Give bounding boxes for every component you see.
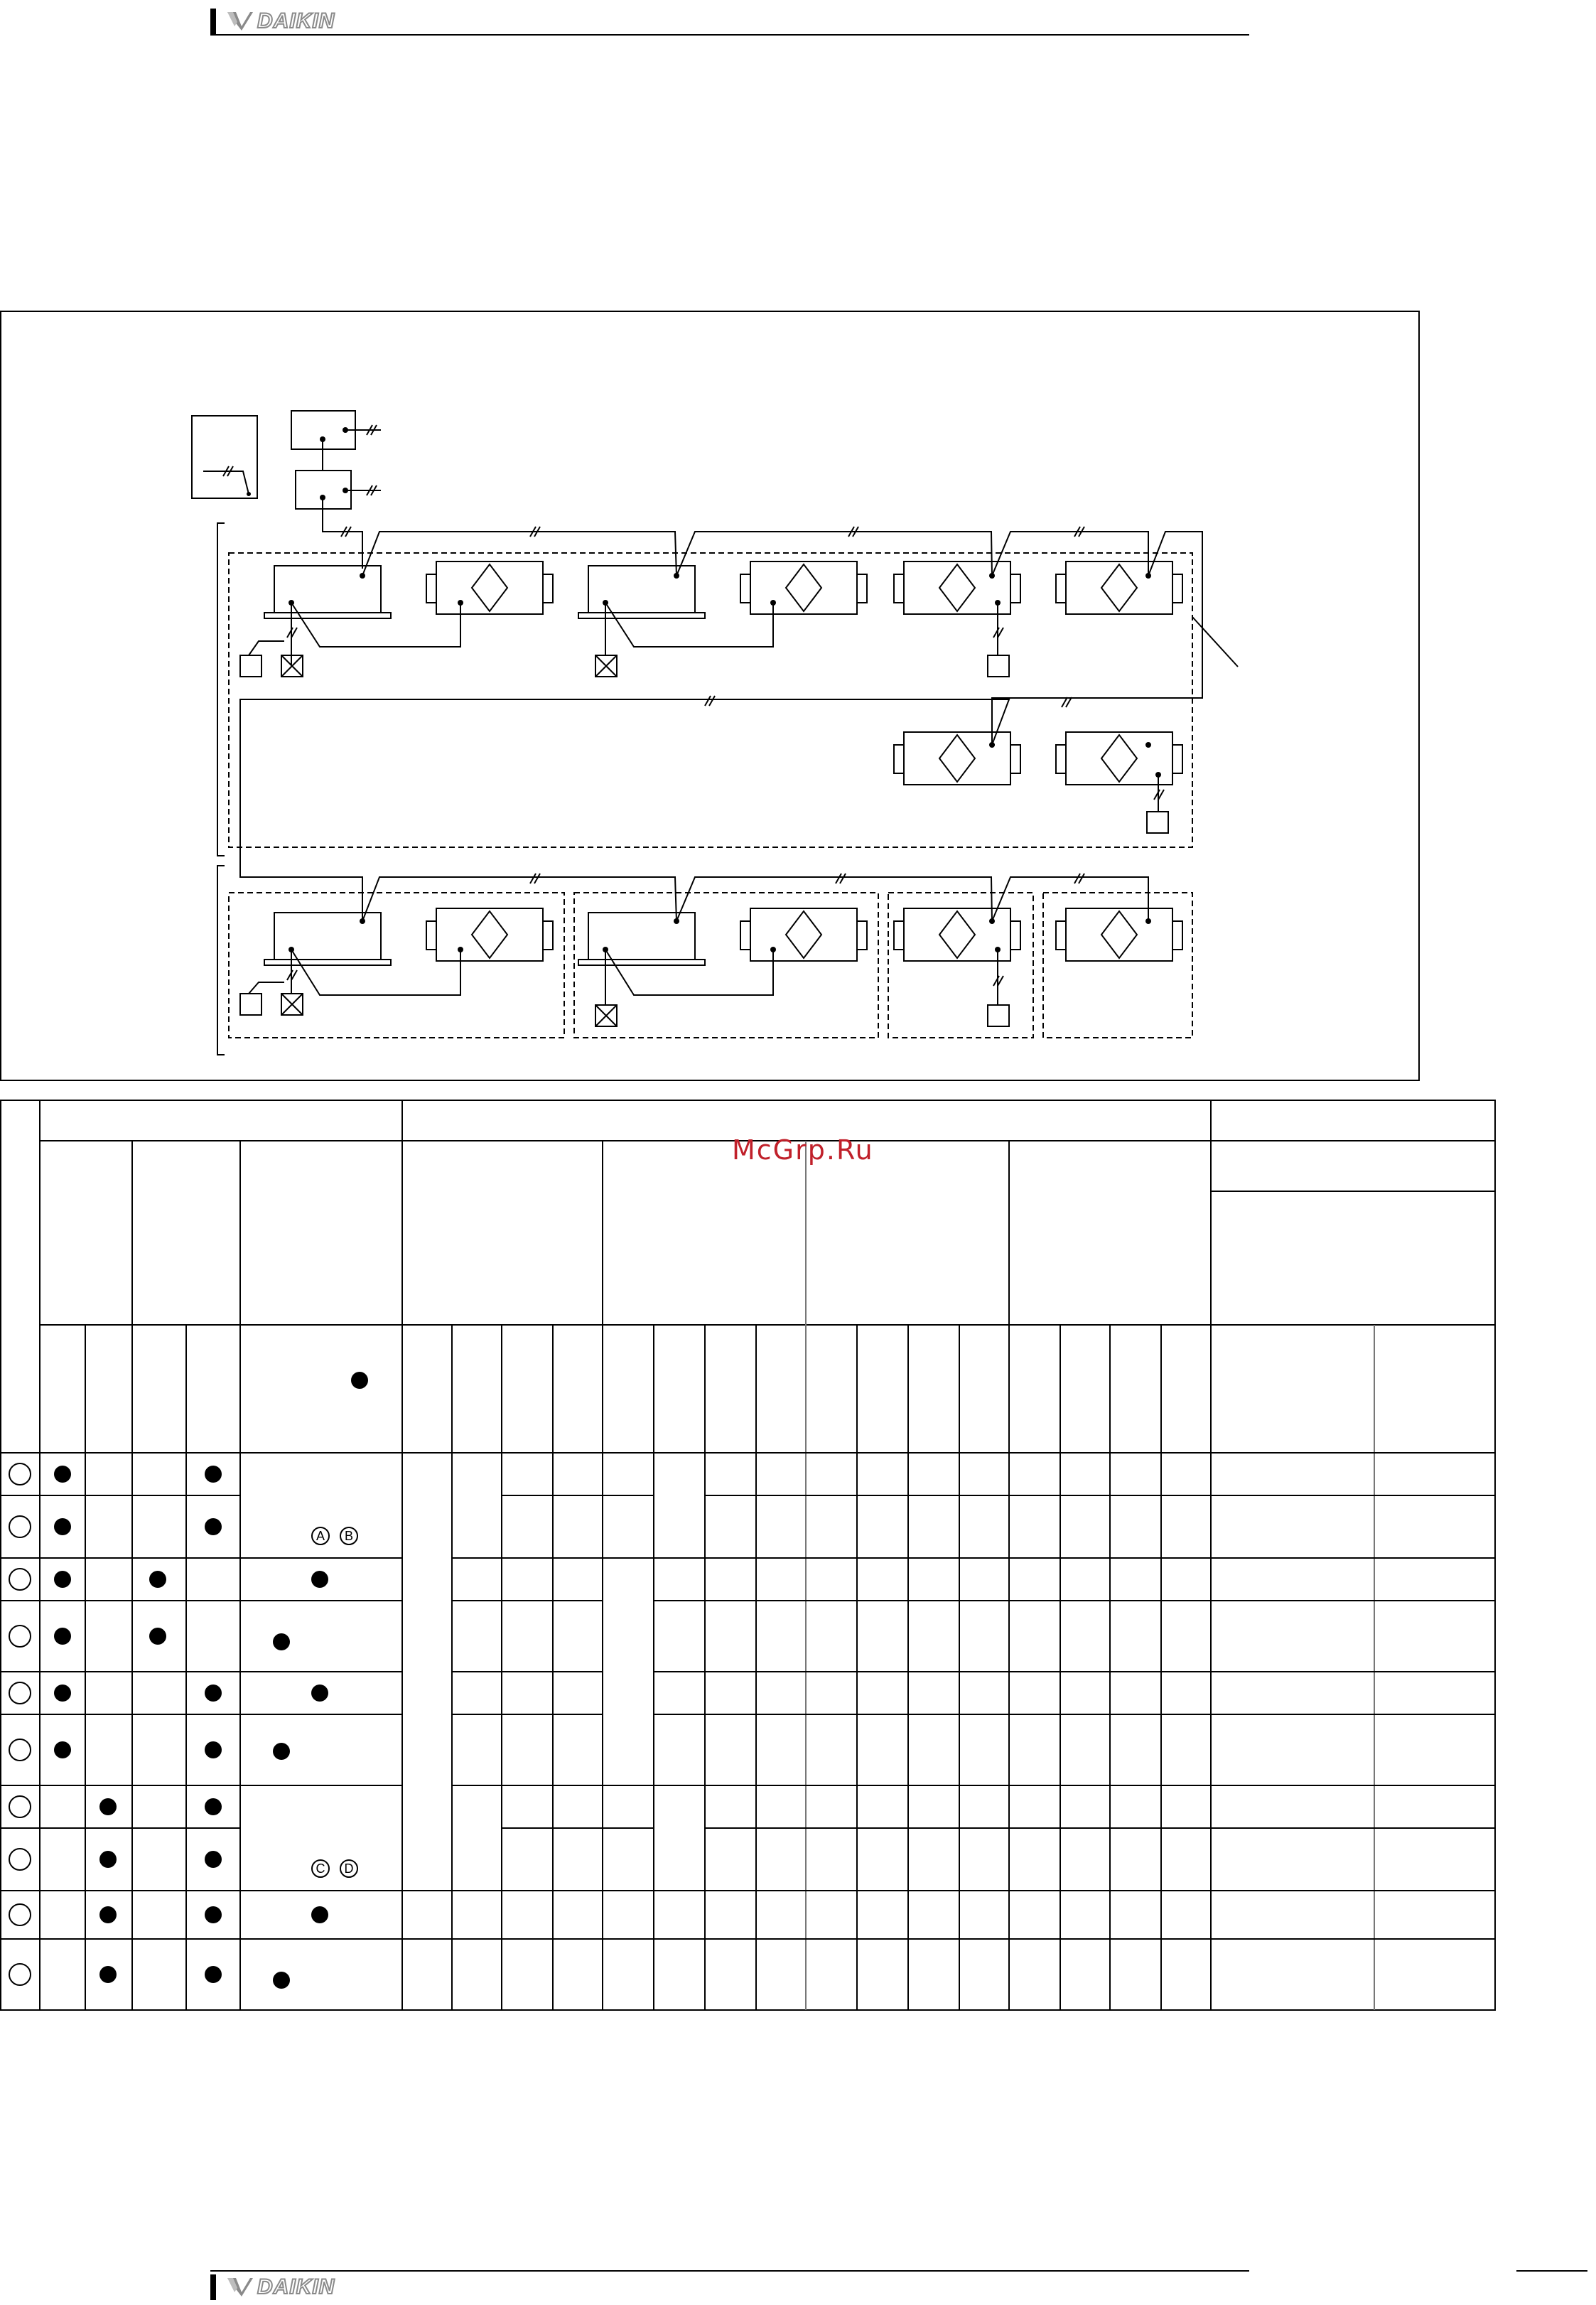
- row-marker-circle-icon: [9, 1682, 31, 1704]
- hrv-unit-3-flange-left: [894, 574, 904, 603]
- indoor-unit-4: [588, 913, 695, 960]
- filled-dot-icon: [205, 1798, 222, 1815]
- hrv-unit-2-flange-right: [857, 574, 867, 603]
- remote-controller-5: [988, 1005, 1009, 1026]
- hrv-unit-6-diamond-icon: [1101, 735, 1137, 782]
- filled-dot-icon: [54, 1685, 71, 1702]
- wire: [605, 950, 773, 995]
- indoor-unit-1-plate: [264, 613, 391, 618]
- remote-controller-2: [988, 655, 1009, 677]
- merge-mask: [403, 1454, 451, 1890]
- row-marker-circle-icon: [9, 1463, 31, 1485]
- row-marker-circle-icon: [9, 1796, 31, 1817]
- indoor-unit-3: [274, 913, 381, 960]
- filled-dot-icon: [54, 1466, 71, 1483]
- hrv-unit-6-flange-left: [1056, 745, 1066, 773]
- hrv-unit-10-flange-right: [1172, 921, 1182, 950]
- hrv-unit-9-flange-left: [894, 921, 904, 950]
- hrv-unit-7-flange-right: [543, 921, 553, 950]
- hrv-unit-7: [436, 908, 543, 961]
- filled-dot-icon: [54, 1518, 71, 1535]
- watermark: McGrp.Ru: [732, 1134, 874, 1166]
- footer-brand: DAIKIN: [257, 2275, 335, 2299]
- filled-dot-icon: [205, 1518, 222, 1535]
- wire: [240, 846, 362, 921]
- wire: [992, 532, 1202, 745]
- filled-dot-icon: [99, 1906, 117, 1923]
- wire: [291, 603, 460, 647]
- filled-dot-icon: [205, 1741, 222, 1758]
- filled-dot-icon: [205, 1685, 222, 1702]
- filled-dot-icon: [54, 1628, 71, 1645]
- hrv-unit-8-flange-right: [857, 921, 867, 950]
- hrv-unit-10-flange-left: [1056, 921, 1066, 950]
- hrv-unit-8: [750, 908, 857, 961]
- hrv-unit-8-flange-left: [740, 921, 750, 950]
- hrv-unit-7-diamond-icon: [472, 911, 507, 958]
- filled-dot-icon: [311, 1571, 328, 1588]
- leader-line: [1192, 617, 1238, 667]
- indoor-unit-2: [588, 566, 695, 613]
- hrv-unit-3-flange-right: [1010, 574, 1020, 603]
- junction-dot: [1145, 742, 1151, 748]
- hrv-unit-5-diamond-icon: [939, 735, 975, 782]
- zone-group-2c: [888, 893, 1033, 1038]
- junction-dot: [458, 947, 463, 952]
- hrv-unit-4: [1066, 562, 1172, 614]
- circled-label-a: A: [310, 1525, 331, 1550]
- filled-dot-icon: [54, 1741, 71, 1758]
- remote-controller-3: [1147, 812, 1168, 833]
- hrv-unit-4-flange-left: [1056, 574, 1066, 603]
- hrv-unit-10: [1066, 908, 1172, 961]
- hrv-unit-7-flange-left: [426, 921, 436, 950]
- indoor-unit-1: [274, 566, 381, 613]
- hrv-unit-8-diamond-icon: [786, 911, 821, 958]
- filled-dot-icon: [149, 1571, 166, 1588]
- wire: [676, 877, 992, 921]
- hrv-unit-2-flange-left: [740, 574, 750, 603]
- wire: [362, 877, 676, 921]
- junction-dot: [458, 600, 463, 606]
- hrv-unit-1-flange-left: [426, 574, 436, 603]
- hrv-unit-10-diamond-icon: [1101, 911, 1137, 958]
- row-marker-circle-icon: [9, 1626, 31, 1647]
- circled-label-c: C: [310, 1858, 331, 1883]
- remote-controller-1: [240, 655, 261, 677]
- table-frame: [1, 1100, 1495, 2010]
- circled-label-d: D: [338, 1858, 360, 1883]
- hrv-unit-4-diamond-icon: [1101, 564, 1137, 611]
- filled-dot-icon: [273, 1743, 290, 1760]
- junction-dot: [770, 947, 776, 952]
- header-brand: DAIKIN: [257, 9, 335, 33]
- hrv-unit-4-flange-right: [1172, 574, 1182, 603]
- wire: [291, 950, 460, 995]
- wire: [249, 641, 284, 655]
- central-controller-box: [192, 416, 257, 498]
- junction-dot: [247, 492, 251, 496]
- indoor-unit-2-plate: [578, 613, 705, 618]
- row-marker-circle-icon: [9, 1516, 31, 1537]
- wire: [249, 982, 284, 994]
- hrv-unit-1-diamond-icon: [472, 564, 507, 611]
- row-marker-circle-icon: [9, 1569, 31, 1590]
- group-bracket: [217, 866, 225, 1055]
- hrv-unit-6-flange-right: [1172, 745, 1182, 773]
- filled-dot-icon: [205, 1851, 222, 1868]
- junction-dot: [1145, 918, 1151, 924]
- hrv-unit-1: [436, 562, 543, 614]
- filled-dot-icon: [205, 1906, 222, 1923]
- filled-dot-icon: [99, 1966, 117, 1983]
- hrv-unit-5-flange-right: [1010, 745, 1020, 773]
- remote-controller-4: [240, 994, 261, 1015]
- indoor-unit-4-plate: [578, 960, 705, 965]
- filled-dot-icon: [311, 1685, 328, 1702]
- row-marker-circle-icon: [9, 1964, 31, 1985]
- filled-dot-icon: [99, 1798, 117, 1815]
- controller-wire: [234, 471, 249, 494]
- filled-dot-icon: [351, 1372, 368, 1389]
- filled-dot-icon: [311, 1906, 328, 1923]
- row-marker-circle-icon: [9, 1849, 31, 1870]
- group-bracket: [217, 523, 225, 856]
- indoor-unit-3-plate: [264, 960, 391, 965]
- filled-dot-icon: [205, 1966, 222, 1983]
- junction-dot: [770, 600, 776, 606]
- wire: [605, 603, 773, 647]
- hrv-unit-2-diamond-icon: [786, 564, 821, 611]
- filled-dot-icon: [205, 1466, 222, 1483]
- filled-dot-icon: [149, 1628, 166, 1645]
- row-marker-circle-icon: [9, 1904, 31, 1925]
- hrv-unit-1-flange-right: [543, 574, 553, 603]
- circled-label-b: B: [338, 1525, 360, 1550]
- filled-dot-icon: [273, 1972, 290, 1989]
- wire: [992, 877, 1148, 921]
- row-marker-circle-icon: [9, 1739, 31, 1761]
- hrv-unit-2: [750, 562, 857, 614]
- hrv-unit-9-flange-right: [1010, 921, 1020, 950]
- hrv-unit-3-diamond-icon: [939, 564, 975, 611]
- hrv-unit-9-diamond-icon: [939, 911, 975, 958]
- filled-dot-icon: [54, 1571, 71, 1588]
- hrv-unit-5-flange-left: [894, 745, 904, 773]
- filled-dot-icon: [273, 1633, 290, 1650]
- filled-dot-icon: [99, 1851, 117, 1868]
